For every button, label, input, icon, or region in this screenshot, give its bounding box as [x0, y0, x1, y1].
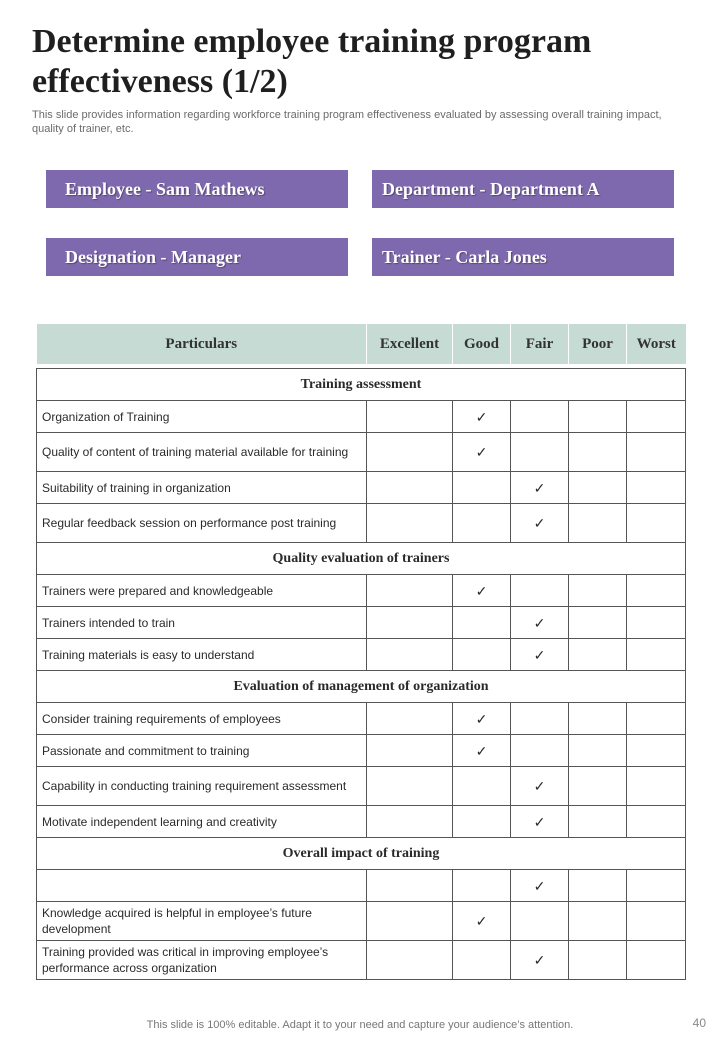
table-row: [37, 767, 686, 806]
column-header: Fair: [511, 324, 569, 364]
rating-cell-worst: [627, 607, 686, 639]
table-row: [37, 902, 686, 941]
particular-cell: Quality of content of training material available for training: [37, 433, 367, 472]
rating-cell-poor: [569, 703, 627, 735]
rating-cell-fair: [511, 504, 569, 543]
rating-cell-good: [453, 703, 511, 735]
section-row: [37, 838, 686, 870]
trainer-box: Trainer - Carla Jones: [372, 238, 674, 276]
rating-cell-fair: [511, 703, 569, 735]
rating-cell-excellent: [367, 401, 453, 433]
rating-cell-good: [453, 941, 511, 980]
rating-cell-fair: [511, 941, 569, 980]
checkmark-icon: ✓: [533, 515, 546, 531]
rating-cell-poor: [569, 607, 627, 639]
rating-cell-good: [453, 639, 511, 671]
checkmark-icon: ✓: [475, 582, 488, 599]
rating-cell-fair: [511, 735, 569, 767]
rating-cell-good: [453, 575, 511, 607]
rating-cell-worst: [627, 806, 686, 838]
page-number: 40: [692, 1016, 706, 1030]
designation-box: Designation - Manager: [46, 238, 348, 276]
column-header: Worst: [627, 324, 686, 364]
department-box: Department - Department A: [372, 170, 674, 208]
evaluation-table: [36, 324, 686, 980]
rating-cell-worst: [627, 639, 686, 671]
rating-cell-fair: [511, 806, 569, 838]
rating-cell-poor: [569, 870, 627, 902]
rating-cell-good: [453, 870, 511, 902]
rating-cell-excellent: [367, 735, 453, 767]
particular-cell: Trainers intended to train: [37, 607, 367, 639]
rating-cell-good: [453, 472, 511, 504]
particular-cell: Training provided was critical in improving employee’s performance across organization: [37, 941, 367, 980]
rating-cell-poor: [569, 902, 627, 941]
rating-cell-good: [453, 902, 511, 941]
checkmark-icon: ✓: [533, 877, 546, 894]
rating-cell-worst: [627, 767, 686, 806]
rating-cell-excellent: [367, 870, 453, 902]
rating-cell-fair: [511, 639, 569, 671]
checkmark-icon: ✓: [475, 913, 488, 929]
table-row: [37, 472, 686, 504]
page-subtitle: This slide provides information regarding workforce training program effectiveness evaluated by assessing overall training impact, quality of trainer, etc.: [32, 109, 662, 135]
checkmark-icon: ✓: [475, 742, 488, 759]
rating-cell-worst: [627, 902, 686, 941]
table-row: [37, 639, 686, 671]
rating-cell-good: [453, 607, 511, 639]
table-row: [37, 433, 686, 472]
rating-cell-excellent: [367, 607, 453, 639]
table-row: [37, 401, 686, 433]
particular-cell: Regular feedback session on performance post training: [37, 504, 367, 543]
table-row: [37, 504, 686, 543]
rating-cell-worst: [627, 433, 686, 472]
particular-cell: Passionate and commitment to training: [37, 735, 367, 767]
section-row: [37, 543, 686, 575]
rating-cell-excellent: [367, 806, 453, 838]
rating-cell-fair: [511, 870, 569, 902]
rating-cell-poor: [569, 401, 627, 433]
column-header: Particulars: [37, 324, 367, 364]
section-row: [37, 671, 686, 703]
rating-cell-poor: [569, 767, 627, 806]
rating-cell-worst: [627, 735, 686, 767]
rating-cell-good: [453, 767, 511, 806]
checkmark-icon: ✓: [475, 710, 488, 727]
rating-cell-good: [453, 401, 511, 433]
table-row: [37, 941, 686, 980]
particular-cell: Knowledge acquired is helpful in employee’s future development: [37, 902, 367, 941]
rating-cell-poor: [569, 472, 627, 504]
rating-cell-good: [453, 806, 511, 838]
rating-cell-poor: [569, 639, 627, 671]
page-title: Determine employee training program effectiveness (1/2): [32, 23, 592, 100]
section-title: Overall impact of training: [37, 838, 686, 870]
employee-box: Employee - Sam Mathews: [46, 170, 348, 208]
rating-cell-worst: [627, 575, 686, 607]
particular-cell: Training materials is easy to understand: [37, 639, 367, 671]
rating-cell-worst: [627, 941, 686, 980]
rating-cell-excellent: [367, 472, 453, 504]
checkmark-icon: ✓: [533, 646, 546, 663]
rating-cell-excellent: [367, 504, 453, 543]
checkmark-icon: ✓: [533, 479, 546, 496]
table-row: [37, 806, 686, 838]
rating-cell-fair: [511, 607, 569, 639]
rating-cell-poor: [569, 941, 627, 980]
particular-cell: Suitability of training in organization: [37, 472, 367, 504]
rating-cell-good: [453, 735, 511, 767]
section-row: [37, 369, 686, 401]
rating-cell-excellent: [367, 703, 453, 735]
rating-cell-poor: [569, 735, 627, 767]
particular-cell: Organization of Training: [37, 401, 367, 433]
table-row: [37, 870, 686, 902]
section-title: Quality evaluation of trainers: [37, 543, 686, 575]
checkmark-icon: ✓: [533, 614, 546, 631]
rating-cell-good: [453, 433, 511, 472]
table-row: [37, 735, 686, 767]
rating-cell-poor: [569, 575, 627, 607]
table-row: [37, 575, 686, 607]
column-header: Good: [453, 324, 511, 364]
section-title: Evaluation of management of organization: [37, 671, 686, 703]
checkmark-icon: ✓: [475, 444, 488, 460]
checkmark-icon: ✓: [533, 813, 546, 830]
rating-cell-fair: [511, 401, 569, 433]
particular-cell: Capability in conducting training requirement assessment: [37, 767, 367, 806]
checkmark-icon: ✓: [475, 408, 488, 425]
column-header: Excellent: [367, 324, 453, 364]
rating-cell-good: [453, 504, 511, 543]
footer-note: This slide is 100% editable. Adapt it to your need and capture your audience’s attention.: [146, 1019, 574, 1031]
column-header: Poor: [569, 324, 627, 364]
table-header-row: [37, 324, 686, 364]
rating-cell-excellent: [367, 902, 453, 941]
table-row: [37, 703, 686, 735]
checkmark-icon: ✓: [533, 952, 546, 968]
rating-cell-fair: [511, 767, 569, 806]
rating-cell-excellent: [367, 433, 453, 472]
rating-cell-excellent: [367, 575, 453, 607]
rating-cell-poor: [569, 433, 627, 472]
rating-cell-worst: [627, 401, 686, 433]
particular-cell: [37, 870, 367, 902]
checkmark-icon: ✓: [533, 778, 546, 794]
particular-cell: Motivate independent learning and creativity: [37, 806, 367, 838]
table-row: [37, 607, 686, 639]
rating-cell-fair: [511, 472, 569, 504]
particular-cell: Consider training requirements of employees: [37, 703, 367, 735]
rating-cell-poor: [569, 806, 627, 838]
rating-cell-poor: [569, 504, 627, 543]
rating-cell-fair: [511, 902, 569, 941]
rating-cell-excellent: [367, 639, 453, 671]
rating-cell-worst: [627, 703, 686, 735]
rating-cell-excellent: [367, 941, 453, 980]
rating-cell-worst: [627, 870, 686, 902]
rating-cell-fair: [511, 433, 569, 472]
table-body: [37, 364, 686, 980]
particular-cell: Trainers were prepared and knowledgeable: [37, 575, 367, 607]
rating-cell-worst: [627, 504, 686, 543]
rating-cell-fair: [511, 575, 569, 607]
rating-cell-worst: [627, 472, 686, 504]
section-title: Training assessment: [37, 369, 686, 401]
rating-cell-excellent: [367, 767, 453, 806]
